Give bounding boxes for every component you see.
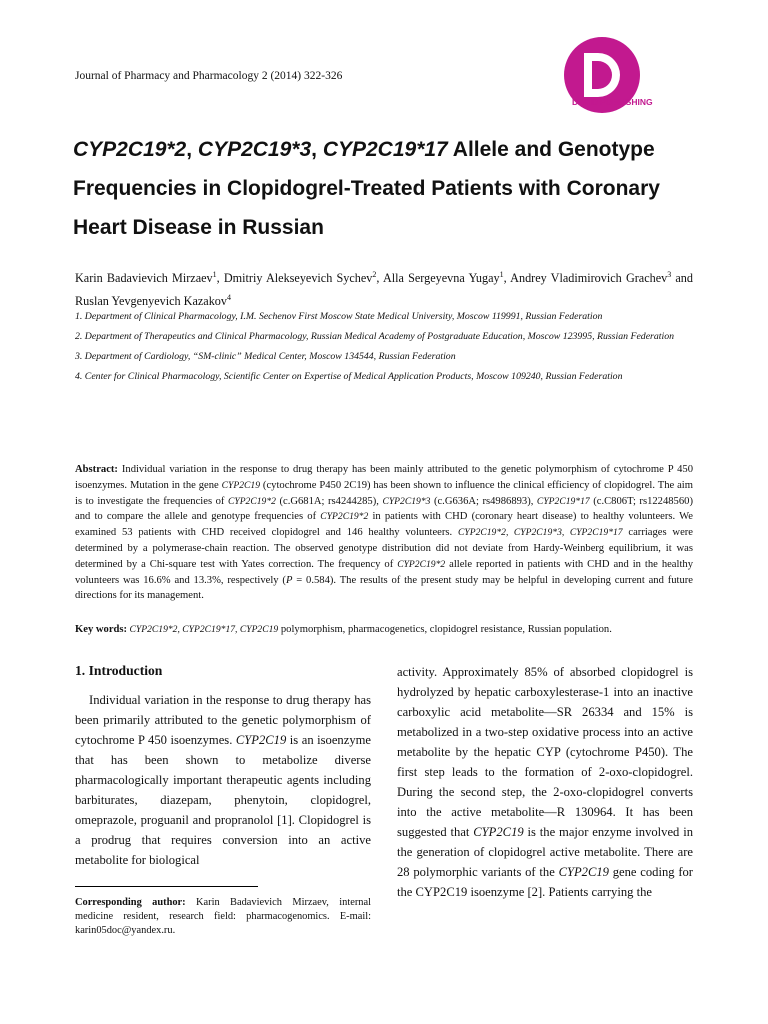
- author-affil: 3: [667, 270, 672, 279]
- gene-name: CYP2C19*17: [536, 495, 590, 507]
- abstract-text: allele reported in patients with CHD and in the healthy volunteers was 16.6% and 13.3%, respectively (: [75, 558, 693, 586]
- abstract-text: (c.G681A; rs4244285),: [275, 495, 383, 507]
- logo-text: DAVID PUBLISHING: [572, 97, 653, 107]
- keywords-genes: CYP2C19*2, CYP2C19*17, CYP2C19: [127, 624, 279, 635]
- title-gene-3: CYP2C19*17: [322, 138, 448, 161]
- abstract-text: = 0.584). The results of the present study may be helpful in developing current and future directions for its management.: [75, 574, 693, 602]
- abstract-text: carriages were determined by a polymerase-chain reaction. The observed genotype distribution did not deviate from Hardy-Weinberg equilibrium, it was determined by a Chi-square test with Yates correction. The frequency of: [75, 527, 693, 570]
- column-right: [397, 662, 693, 902]
- affiliation-item: 2. Department of Therapeutics and Clinical Pharmacology, Russian Medical Academy of Postgraduate Education, Moscow 123995, Russian Federation: [75, 331, 674, 342]
- author-name: Ruslan Yevgenyevich Kazakov: [75, 294, 227, 309]
- gene-name: CYP2C19: [473, 825, 524, 839]
- paragraph: [75, 690, 371, 870]
- paragraph-text: gene coding for the CYP2C19 isoenzyme [2]. Patients carrying the: [397, 865, 694, 899]
- keywords-label: Key words:: [75, 624, 128, 635]
- paragraph-text: Individual variation in the response to drug therapy has been primarily attributed to the genetic polymorphism of cytochrome P 450 isoenzymes.: [75, 693, 371, 747]
- affiliation-item: 1. Department of Clinical Pharmacology, I.M. Sechenov First Moscow State Medical University, Moscow 119991, Russian Federation: [75, 311, 603, 322]
- footnote-text: Karin Badavievich Mirzaev, internal medicine resident, research field: pharmacogenomics. E-mail: karin05doc@yandex.ru.: [75, 897, 371, 936]
- p-value-symbol: P: [285, 574, 293, 586]
- abstract-text: (c.G636A; rs4986893),: [430, 495, 537, 507]
- author-affil: 2: [372, 270, 377, 279]
- gene-name: CYP2C19: [235, 733, 287, 747]
- author-list: [75, 265, 693, 311]
- author-sep: ,: [376, 271, 383, 286]
- affiliation-item: 3. Department of Cardiology, “SM-clinic” Medical Center, Moscow 134544, Russian Federation: [75, 351, 456, 362]
- journal-citation: Journal of Pharmacy and Pharmacology 2 (2014) 322-326: [75, 70, 343, 82]
- title-gene-2: CYP2C19*3: [197, 138, 312, 161]
- author-sep: ,: [216, 271, 224, 286]
- author-name: Andrey Vladimirovich Grachev: [510, 271, 668, 286]
- footnote-rule: [75, 886, 258, 887]
- title-sep-2: ,: [311, 138, 323, 161]
- gene-name: CYP2C19*2: [227, 495, 276, 507]
- abstract-text: (c.C806T; rs12248560) and to compare the allele and genotype frequencies of: [75, 495, 693, 523]
- footnote-label: Corresponding author:: [75, 897, 186, 908]
- gene-name: CYP2C19: [221, 479, 261, 491]
- abstract-label: Abstract:: [75, 464, 118, 475]
- title-gene-1: CYP2C19*2: [73, 138, 187, 161]
- author-name: Alla Sergeyevna Yugay: [382, 271, 500, 286]
- title-text: Allele and Genotype Frequencies in Clopidogrel-Treated Patients with Coronary Heart Disease in Russian: [73, 138, 660, 239]
- affiliation-item: 4. Center for Clinical Pharmacology, Scientific Center on Expertise of Medical Application Products, Moscow 109240, Russian Federation: [75, 371, 623, 382]
- affiliations: [75, 307, 693, 387]
- author-affil: 1: [212, 270, 217, 279]
- abstract: [75, 462, 693, 604]
- author-sep: and: [671, 271, 693, 286]
- gene-name: CYP2C19*2, CYP2C19*3, CYP2C19*17: [457, 527, 623, 539]
- column-left: [75, 662, 371, 870]
- gene-name: CYP2C19*3: [382, 495, 431, 507]
- gene-name: CYP2C19: [558, 865, 609, 879]
- paragraph: [397, 662, 693, 902]
- keywords: [75, 624, 693, 635]
- paragraph-text: is an isoenzyme that has been shown to metabolize diverse pharmacologically important therapeutic agents including barbiturates, diazepam, phenytoin, clopidogrel, omeprazole, proguanil and propranolol [1]. Clopidogrel is a prodrug that requires conversion into an active metabolite for biological: [75, 733, 372, 867]
- author-affil: 1: [499, 270, 504, 279]
- corresponding-author-footnote: [75, 896, 371, 938]
- paragraph-text: is the major enzyme involved in the generation of clopidogrel active metabolite. There are 28 polymorphic variants of the: [397, 825, 694, 879]
- author-sep: ,: [503, 271, 511, 286]
- section-heading: 1. Introduction: [75, 663, 163, 678]
- author-name: Dmitriy Alekseyevich Sychev: [223, 271, 373, 286]
- author-affil: 4: [226, 293, 231, 303]
- author-name: Karin Badavievich Mirzaev: [75, 271, 213, 286]
- abstract-text: in patients with CHD (coronary heart disease) to healthy volunteers. We examined 53 patients with CHD received clopidogrel and 146 healthy volunteers.: [75, 511, 693, 539]
- paper-title: [73, 130, 713, 247]
- publisher-logo: [562, 37, 702, 117]
- keywords-text: polymorphism, pharmacogenetics, clopidogrel resistance, Russian population.: [278, 624, 612, 635]
- paragraph-text: activity. Approximately 85% of absorbed clopidogrel is hydrolyzed by hepatic carboxylesterase-1 into an inactive carboxylic acid metabolite—SR 26334 and 15% is metabolized in a two-step oxidative process into an active metabolite by the hepatic CYP (cytochrome P450). The first step leads to the formation of 2-oxo-clopidogrel. During the second step, the 2-oxo-clopidogrel converts into the active metabolite—R 130964. It has been suggested that: [397, 665, 693, 839]
- gene-name: CYP2C19*2: [397, 558, 446, 570]
- abstract-text: (cytochrome P450 2C19) has been shown to influence the clinical efficiency of clopidogrel. The aim is to investigate the frequencies of: [75, 479, 693, 507]
- title-sep-1: ,: [186, 138, 198, 161]
- abstract-text: Individual variation in the response to drug therapy has been mainly attributed to the genetic polymorphism of cytochrome P 450 isoenzymes. Mutation in the gene: [75, 464, 693, 491]
- gene-name: CYP2C19*2: [320, 511, 369, 523]
